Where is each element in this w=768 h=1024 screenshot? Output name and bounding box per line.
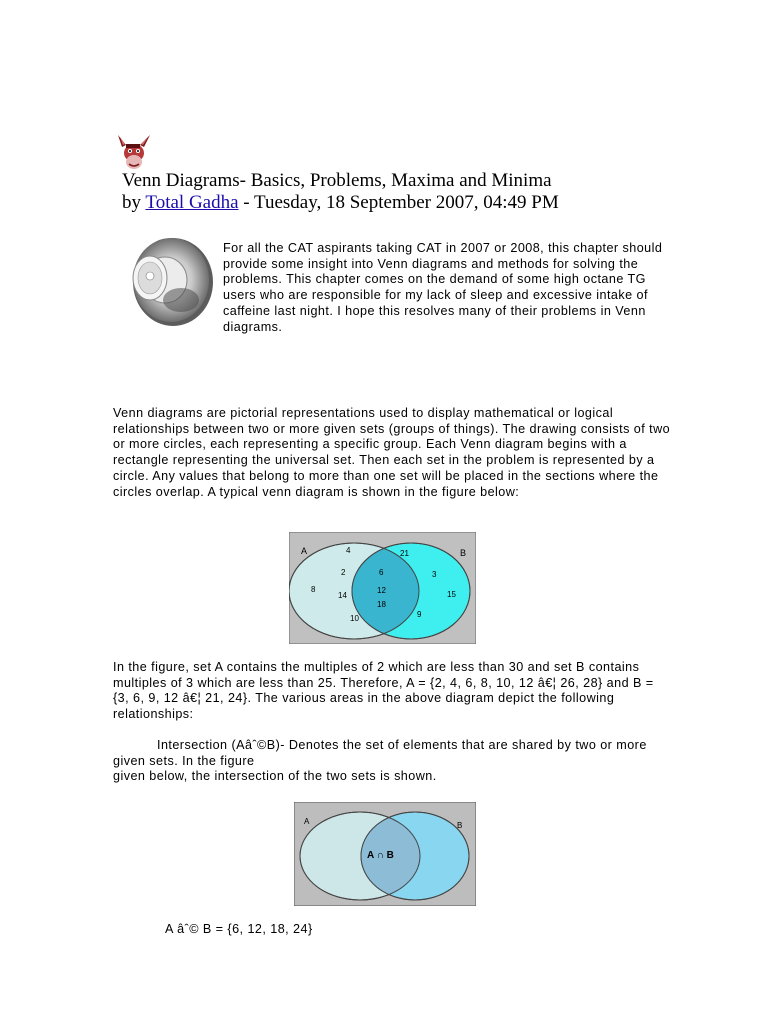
figure-description-paragraph: In the figure, set A contains the multiples of 2 which are less than 30 and set B contains multiples of 3 which are less than 25. Therefore, A = {2, 4, 6, 8, 10, 12 â€¦ 26, 28} and B = {3, 6, 9, 12 â€¦ 21, 24}. The various areas in the above diagram depict the following relationships: bbox=[113, 660, 654, 722]
set-b-label: B bbox=[457, 821, 463, 830]
set-a-label: A bbox=[301, 546, 308, 556]
donkey-logo-icon bbox=[112, 133, 156, 171]
value-a-4: 4 bbox=[346, 546, 351, 555]
value-both-18: 18 bbox=[377, 600, 386, 609]
value-a-8: 8 bbox=[311, 585, 316, 594]
value-b-9: 9 bbox=[417, 610, 422, 619]
venn-explanation-paragraph: Venn diagrams are pictorial representations used to display mathematical or logical relationships between two or more given sets (groups of things). The drawing consists of two or more circles, each representing a specific group. Each Venn diagram begins with a rectangle representing the universal set. Then each set in the problem is represented by a circle. Any values that belong to more than one set will be placed in the sections where the circles overlap. A typical venn diagram is shown in the figure below: bbox=[113, 406, 671, 499]
value-both-12: 12 bbox=[377, 586, 386, 595]
intersection-equation: A âˆ© B = {6, 12, 18, 24} bbox=[165, 922, 313, 936]
set-a-label: A bbox=[304, 817, 310, 826]
byline-prefix: by bbox=[122, 192, 146, 213]
author-link[interactable]: Total Gadha bbox=[145, 192, 239, 213]
byline-date: - Tuesday, 18 September 2007, 04:49 PM bbox=[238, 192, 559, 213]
value-b-21: 21 bbox=[400, 549, 409, 558]
article-title: Venn Diagrams- Basics, Problems, Maxima and Minima bbox=[122, 170, 552, 191]
cd-disc-image bbox=[115, 230, 215, 330]
intersection-label: A ∩ B bbox=[367, 850, 394, 861]
intro-paragraph: For all the CAT aspirants taking CAT in 2007 or 2008, this chapter should provide some insight into Venn diagrams and methods for solving the problems. This chapter comes on the demand of some high octane TG users who are responsible for my lack of sleep and excessive intake of caffeine last night. I hope this resolves many of their problems in Venn diagrams. bbox=[223, 241, 663, 334]
value-b-15: 15 bbox=[447, 590, 456, 599]
venn-diagram-intersection bbox=[294, 802, 476, 906]
article-byline bbox=[122, 192, 559, 214]
intersection-paragraph bbox=[113, 738, 673, 785]
intersection-text-line1: Intersection (Aâˆ©B)- Denotes the set of elements that are shared by two or more given sets. In the figure bbox=[113, 738, 647, 768]
set-b-label: B bbox=[460, 548, 467, 558]
value-b-3: 3 bbox=[432, 570, 437, 579]
value-a-10: 10 bbox=[350, 614, 359, 623]
value-a-2: 2 bbox=[341, 568, 346, 577]
intersection-text-line2: given below, the intersection of the two sets is shown. bbox=[113, 769, 437, 784]
value-a-14: 14 bbox=[338, 591, 347, 600]
venn-diagram-numbers bbox=[289, 532, 476, 644]
value-both-6: 6 bbox=[379, 568, 384, 577]
